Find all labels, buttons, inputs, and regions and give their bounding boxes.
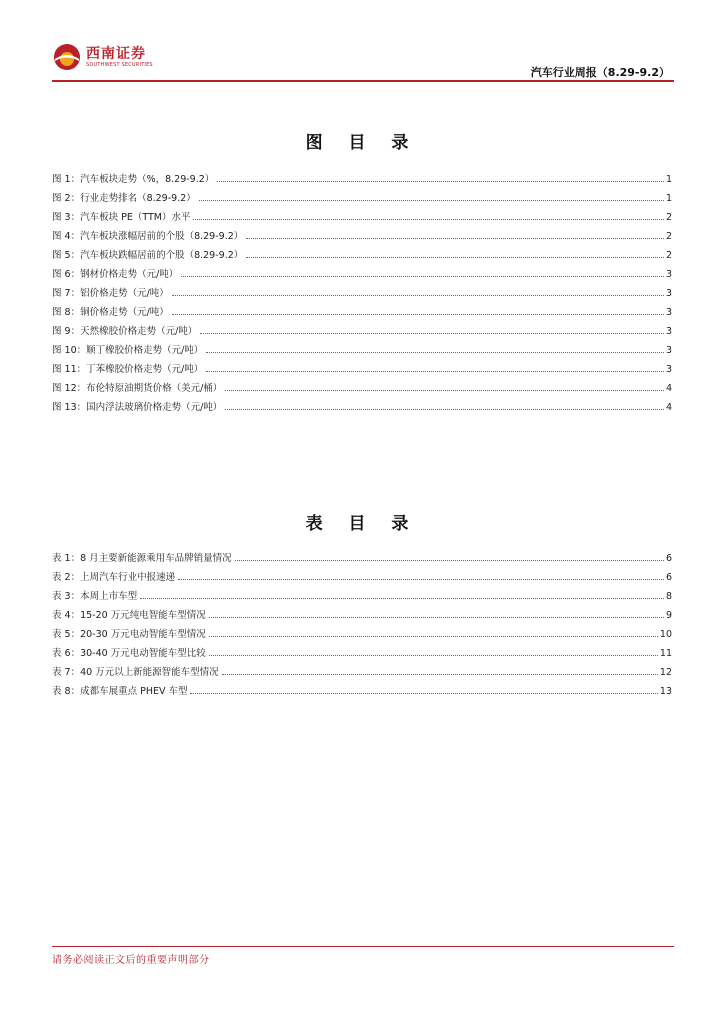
footer-divider bbox=[52, 946, 674, 947]
dot-leader bbox=[209, 655, 658, 656]
table-toc-entry-page-number: 12 bbox=[659, 667, 672, 678]
table-toc-entry[interactable] bbox=[52, 602, 672, 621]
dot-leader bbox=[225, 390, 664, 391]
table-toc-entry[interactable] bbox=[52, 659, 672, 678]
figure-toc-entry-page-number: 1 bbox=[665, 193, 672, 204]
dot-leader bbox=[217, 181, 664, 182]
tables-toc-list bbox=[52, 545, 672, 697]
dot-leader bbox=[200, 333, 664, 334]
dot-leader bbox=[172, 295, 664, 296]
dot-leader bbox=[246, 257, 664, 258]
figure-toc-entry-label: 图 12：布伦特原油期货价格（美元/桶） bbox=[52, 383, 223, 394]
table-toc-entry-page-number: 6 bbox=[665, 553, 672, 564]
figure-toc-entry[interactable] bbox=[52, 223, 672, 242]
table-toc-entry-page-number: 6 bbox=[665, 572, 672, 583]
figure-toc-entry-page-number: 4 bbox=[665, 402, 672, 413]
figure-toc-entry-label: 图 9：天然橡胶价格走势（元/吨） bbox=[52, 326, 198, 337]
dot-leader bbox=[140, 598, 664, 599]
table-toc-entry-page-number: 9 bbox=[665, 610, 672, 621]
logo-english-name: SOUTHWEST SECURITIES bbox=[86, 61, 153, 68]
dot-leader bbox=[178, 579, 664, 580]
figure-toc-entry-label: 图 3：汽车板块 PE（TTM）水平 bbox=[52, 212, 191, 223]
table-toc-entry-page-number: 13 bbox=[659, 686, 672, 697]
page-header bbox=[52, 40, 674, 82]
table-toc-entry-label: 表 2：上周汽车行业中报速递 bbox=[52, 572, 176, 583]
figure-toc-entry[interactable] bbox=[52, 185, 672, 204]
figure-toc-entry-label: 图 2：行业走势排名（8.29-9.2） bbox=[52, 193, 196, 204]
dot-leader bbox=[181, 276, 664, 277]
table-toc-entry[interactable] bbox=[52, 564, 672, 583]
figure-toc-entry[interactable] bbox=[52, 375, 672, 394]
dot-leader bbox=[206, 371, 664, 372]
figure-toc-entry-page-number: 3 bbox=[665, 364, 672, 375]
figure-toc-entry[interactable] bbox=[52, 242, 672, 261]
table-toc-entry[interactable] bbox=[52, 640, 672, 659]
dot-leader bbox=[190, 693, 657, 694]
dot-leader bbox=[193, 219, 664, 220]
figures-toc-list bbox=[52, 166, 672, 413]
dot-leader bbox=[172, 314, 664, 315]
table-toc-entry-page-number: 10 bbox=[659, 629, 672, 640]
dot-leader bbox=[206, 352, 664, 353]
table-toc-entry-label: 表 6：30-40 万元电动智能车型比较 bbox=[52, 648, 206, 659]
logo-emblem-icon bbox=[52, 42, 82, 72]
figure-toc-entry-label: 图 6：钢材价格走势（元/吨） bbox=[52, 269, 179, 280]
figure-toc-entry[interactable] bbox=[52, 280, 672, 299]
figure-toc-entry-page-number: 3 bbox=[665, 307, 672, 318]
tables-toc-title: 表 目 录 bbox=[305, 514, 419, 534]
figure-toc-entry-page-number: 1 bbox=[665, 174, 672, 185]
figure-toc-entry-page-number: 2 bbox=[665, 231, 672, 242]
figure-toc-entry-page-number: 3 bbox=[665, 326, 672, 337]
table-toc-entry[interactable] bbox=[52, 545, 672, 564]
figure-toc-entry[interactable] bbox=[52, 166, 672, 185]
table-toc-entry[interactable] bbox=[52, 583, 672, 602]
footer-disclaimer: 请务必阅读正文后的重要声明部分 bbox=[52, 955, 210, 966]
table-toc-entry[interactable] bbox=[52, 621, 672, 640]
table-toc-entry-page-number: 8 bbox=[665, 591, 672, 602]
table-toc-entry-label: 表 4：15-20 万元纯电智能车型情况 bbox=[52, 610, 206, 621]
figure-toc-entry-label: 图 13：国内浮法玻璃价格走势（元/吨） bbox=[52, 402, 223, 413]
figure-toc-entry[interactable] bbox=[52, 318, 672, 337]
figure-toc-entry-label: 图 11：丁苯橡胶价格走势（元/吨） bbox=[52, 364, 204, 375]
figure-toc-entry[interactable] bbox=[52, 261, 672, 280]
figure-toc-entry-page-number: 4 bbox=[665, 383, 672, 394]
figure-toc-entry-label: 图 1：汽车板块走势（%，8.29-9.2） bbox=[52, 174, 215, 185]
table-toc-entry-page-number: 11 bbox=[659, 648, 672, 659]
figure-toc-entry-page-number: 2 bbox=[665, 250, 672, 261]
company-logo bbox=[52, 42, 153, 72]
figure-toc-entry-page-number: 3 bbox=[665, 345, 672, 356]
figure-toc-entry[interactable] bbox=[52, 356, 672, 375]
dot-leader bbox=[235, 560, 664, 561]
figure-toc-entry-label: 图 8：铜价格走势（元/吨） bbox=[52, 307, 169, 318]
figure-toc-entry-label: 图 10：顺丁橡胶价格走势（元/吨） bbox=[52, 345, 204, 356]
report-title: 汽车行业周报（8.29-9.2） bbox=[530, 66, 670, 79]
dot-leader bbox=[199, 200, 664, 201]
dot-leader bbox=[222, 674, 658, 675]
logo-chinese-name: 西南证券 bbox=[86, 45, 146, 62]
dot-leader bbox=[225, 409, 664, 410]
dot-leader bbox=[209, 617, 664, 618]
table-toc-entry-label: 表 3：本周上市车型 bbox=[52, 591, 138, 602]
dot-leader bbox=[246, 238, 664, 239]
header-divider bbox=[52, 80, 674, 82]
figure-toc-entry-page-number: 3 bbox=[665, 269, 672, 280]
table-toc-entry[interactable] bbox=[52, 678, 672, 697]
table-toc-entry-label: 表 5：20-30 万元电动智能车型情况 bbox=[52, 629, 206, 640]
figure-toc-entry-label: 图 4：汽车板块涨幅居前的个股（8.29-9.2） bbox=[52, 231, 244, 242]
figure-toc-entry-page-number: 2 bbox=[665, 212, 672, 223]
figures-toc-title: 图 目 录 bbox=[305, 133, 419, 153]
figure-toc-entry-label: 图 7：铝价格走势（元/吨） bbox=[52, 288, 169, 299]
figure-toc-entry[interactable] bbox=[52, 204, 672, 223]
table-toc-entry-label: 表 7：40 万元以上新能源智能车型情况 bbox=[52, 667, 219, 678]
figure-toc-entry-label: 图 5：汽车板块跌幅居前的个股（8.29-9.2） bbox=[52, 250, 244, 261]
figure-toc-entry[interactable] bbox=[52, 299, 672, 318]
dot-leader bbox=[209, 636, 658, 637]
table-toc-entry-label: 表 1：8 月主要新能源乘用车品牌销量情况 bbox=[52, 553, 232, 564]
table-toc-entry-label: 表 8：成都车展重点 PHEV 车型 bbox=[52, 686, 188, 697]
figure-toc-entry-page-number: 3 bbox=[665, 288, 672, 299]
figure-toc-entry[interactable] bbox=[52, 394, 672, 413]
figure-toc-entry[interactable] bbox=[52, 337, 672, 356]
